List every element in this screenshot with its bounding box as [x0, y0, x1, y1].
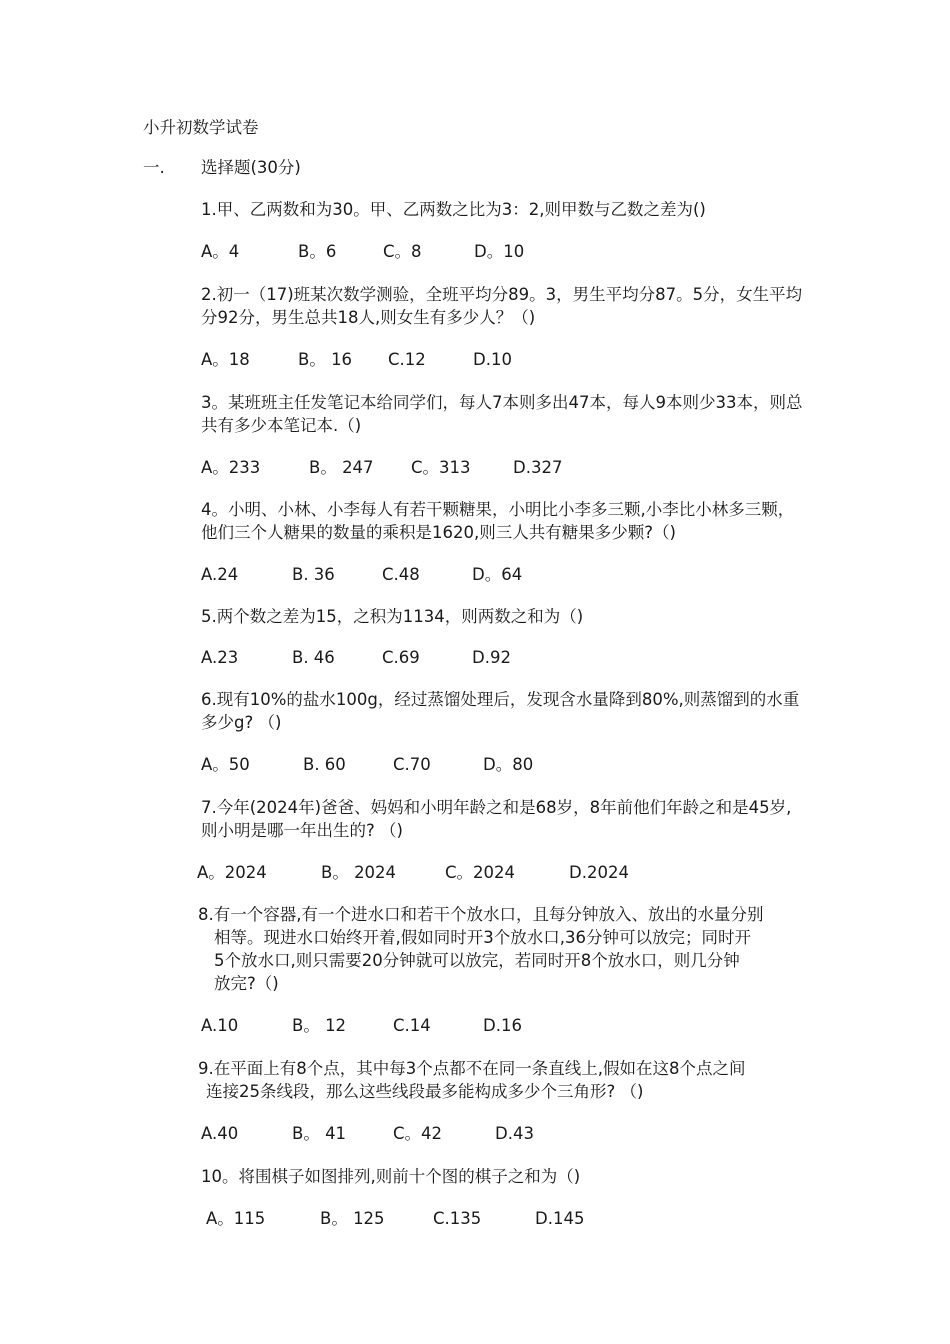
option-c: C。8: [383, 242, 422, 261]
option-d: D。10: [474, 242, 525, 261]
option-b: B。 247: [309, 458, 374, 477]
option-a: A.24: [201, 565, 239, 584]
option-c: C.14: [393, 1016, 431, 1035]
option-b: B。 12: [292, 1016, 347, 1035]
question-9-line: 9.在平面上有8个点，其中每3个点都不在同一条直线上,假如在这8个点之间: [198, 1059, 746, 1078]
option-d: D.2024: [569, 863, 629, 882]
question-8-line: 相等。现进水口始终开着,假如同时开3个放水口,36分钟可以放完；同时开: [214, 928, 751, 947]
option-d: D.10: [473, 350, 512, 369]
option-d: D.327: [513, 458, 563, 477]
option-c: C.48: [382, 565, 420, 584]
option-a: A。50: [201, 755, 250, 774]
option-b: B。 125: [320, 1209, 385, 1228]
option-b: B。 16: [298, 350, 353, 369]
option-d: D.92: [472, 648, 511, 667]
option-c: C.135: [433, 1209, 482, 1228]
option-b: B。 2024: [321, 863, 397, 882]
option-d: D.43: [495, 1124, 534, 1143]
question-5: 5.两个数之差为15，之积为1134，则两数之和为（): [201, 607, 584, 626]
option-b: B. 46: [292, 648, 335, 667]
option-b: B。6: [298, 242, 337, 261]
option-c: C.12: [388, 350, 426, 369]
option-a: A。2024: [197, 863, 267, 882]
question-8-line: 放完?（): [214, 974, 279, 993]
option-a: A.10: [201, 1016, 239, 1035]
option-a: A。233: [201, 458, 261, 477]
question-8-line: 8.有一个容器,有一个进水口和若干个放水口，且每分钟放入、放出的水量分别: [198, 905, 764, 924]
section-number: 一.: [143, 158, 165, 177]
option-a: A.23: [201, 648, 239, 667]
question-1: 1.甲、乙两数和为30。甲、乙两数之比为3：2,则甲数与乙数之差为(): [201, 200, 706, 219]
question-10: 10。将围棋子如图排列,则前十个图的棋子之和为（): [201, 1167, 581, 1186]
option-a: A。115: [206, 1209, 266, 1228]
option-c: C。2024: [445, 863, 516, 882]
option-b: B。 41: [292, 1124, 347, 1143]
question-8-line: 5个放水口,则只需要20分钟就可以放完，若同时开8个放水口，则几分钟: [214, 951, 740, 970]
option-c: C.70: [393, 755, 431, 774]
question-2: 2.初一（17)班某次数学测验，全班平均分89。3，男生平均分87。5分，女生平均分92分，男生总共18人,则女生有多少人？（): [201, 285, 803, 327]
option-d: D.16: [483, 1016, 522, 1035]
question-9-line: 连接25条线段，那么这些线段最多能构成多少个三角形? （): [206, 1082, 644, 1101]
option-d: D。64: [472, 565, 523, 584]
question-3: 3。某班班主任发笔记本给同学们，每人7本则多出47本，每人9本则少33本，则总共有多少本笔记本.（): [201, 393, 803, 435]
option-a: A。4: [201, 242, 240, 261]
option-a: A。18: [201, 350, 250, 369]
question-4: 4。小明、小林、小李每人有若干颗糖果，小明比小李多三颗,小李比小林多三颗，他们三个人糖果的数量的乘积是1620,则三人共有糖果多少颗?（): [201, 500, 795, 542]
option-a: A.40: [201, 1124, 239, 1143]
document-title: 小升初数学试卷: [143, 118, 259, 137]
option-d: D。80: [483, 755, 534, 774]
option-d: D.145: [535, 1209, 585, 1228]
option-b: B. 60: [303, 755, 346, 774]
question-7: 7.今年(2024年)爸爸、妈妈和小明年龄之和是68岁，8年前他们年龄之和是45岁,则小明是哪一年出生的? （): [201, 798, 792, 840]
option-c: C。313: [411, 458, 471, 477]
option-c: C。42: [393, 1124, 443, 1143]
section-title: 选择题(30分): [201, 158, 301, 177]
question-6: 6.现有10%的盐水100g，经过蒸馏处理后，发现含水量降到80%,则蒸馏到的水重多少g? （): [201, 690, 800, 732]
option-b: B. 36: [292, 565, 335, 584]
option-c: C.69: [382, 648, 420, 667]
